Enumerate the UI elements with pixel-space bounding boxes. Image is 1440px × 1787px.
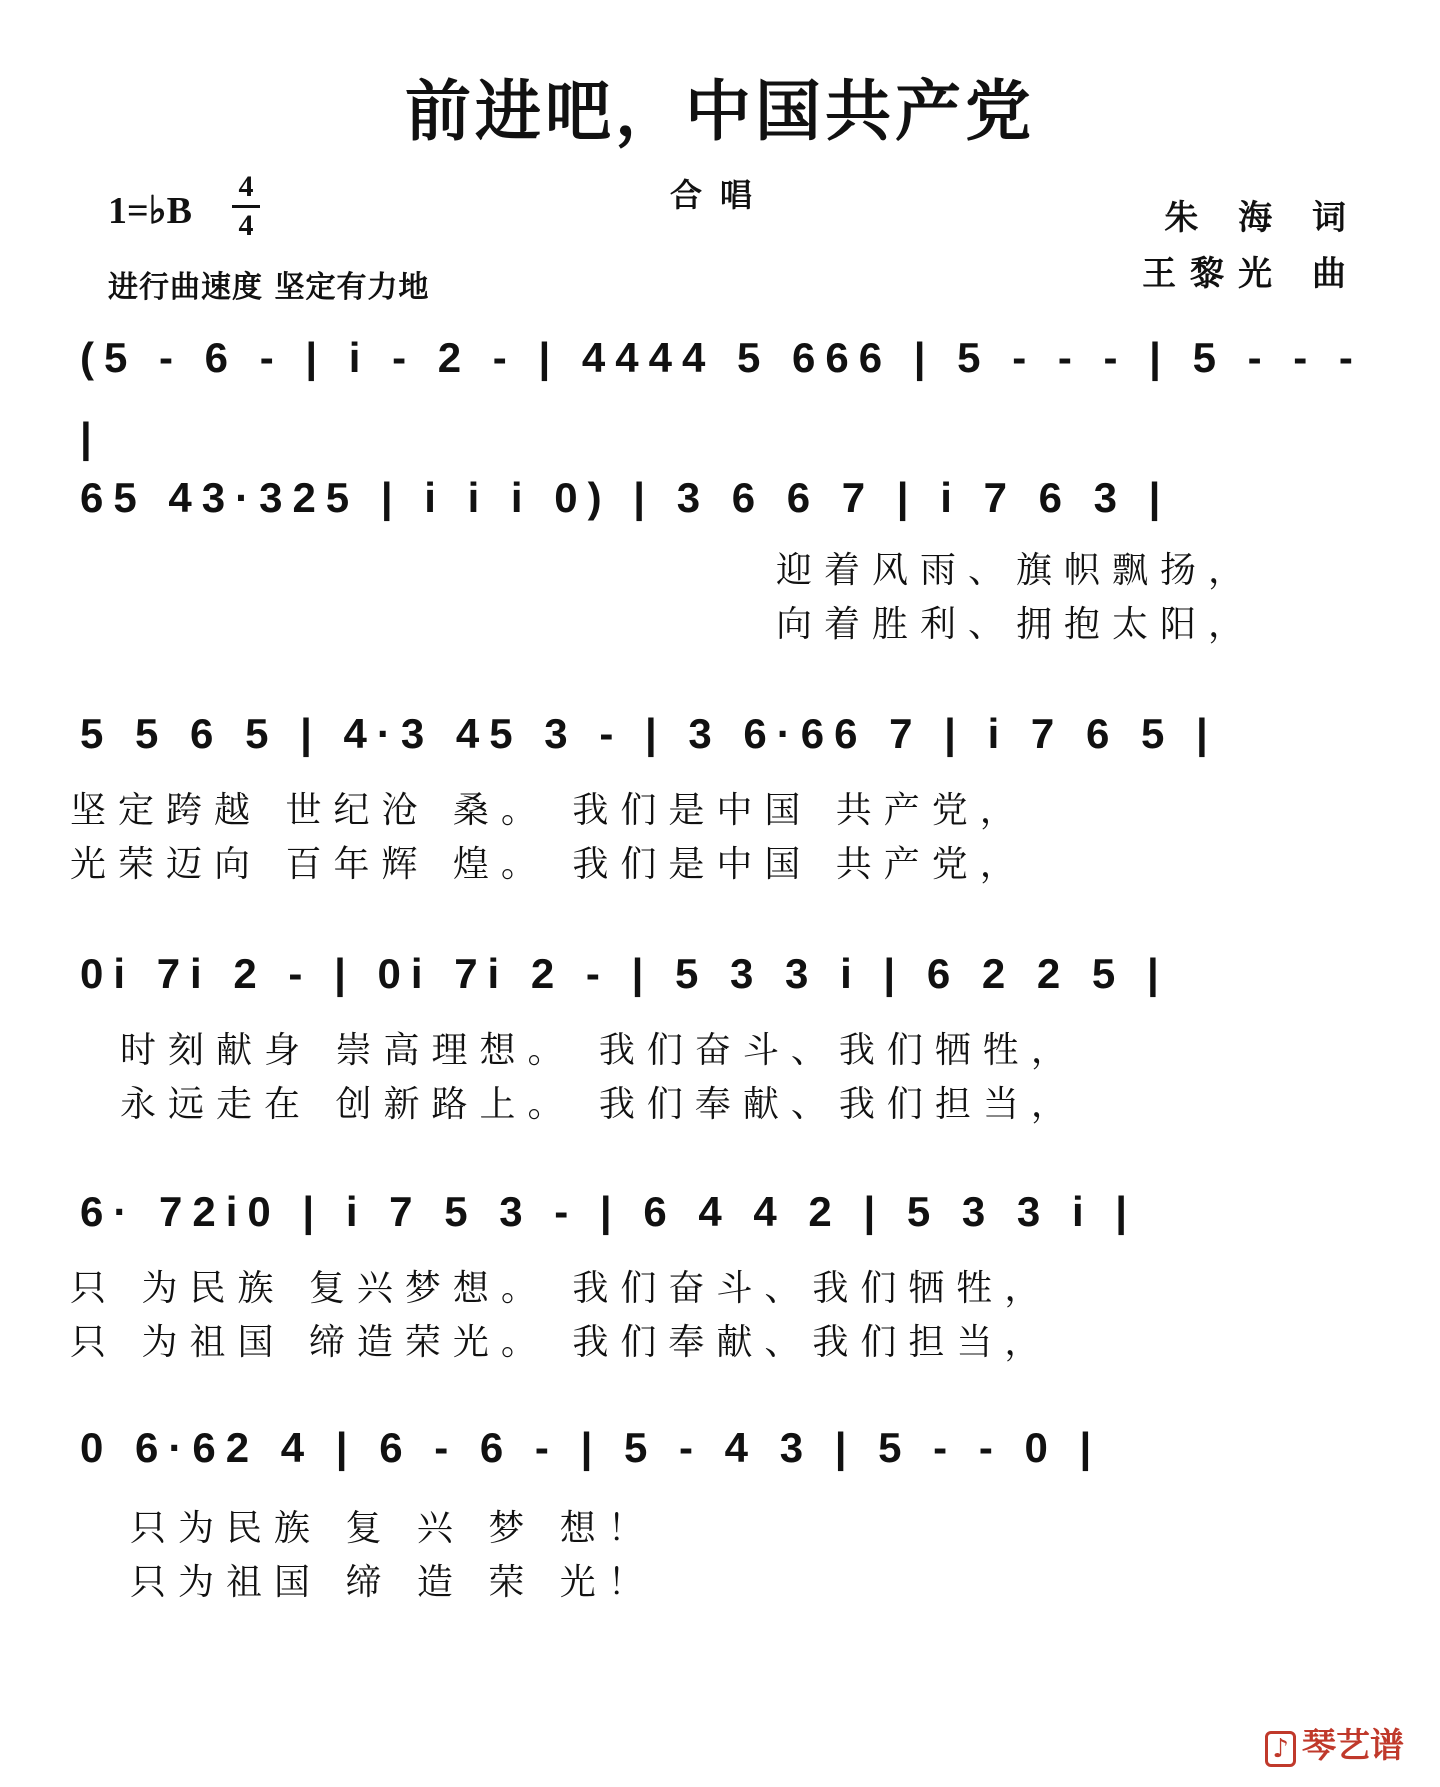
lyrics-verse-2: 永远走在 创新路上。 我们奉献、我们担当， <box>120 1084 1079 1125</box>
notation-line: 6· 72i0 | i 7 5 3 - | 6 4 4 2 | 5 3 3 i | <box>80 1188 1138 1235</box>
notation-line: 5 5 6 5 | 4·3 45 3 - | 3 6·66 7 | i 7 6 5 | <box>80 710 1218 757</box>
song-title: 前进吧，中国共产党 <box>405 72 1035 150</box>
composer-credit: 王黎光 曲 <box>1142 254 1360 294</box>
lyrics-verse-1: 迎着风雨、旗帜飘扬， <box>776 550 1257 591</box>
notation-line: 0 6·62 4 | 6 - 6 - | 5 - 4 3 | 5 - - 0 | <box>80 1424 1102 1471</box>
watermark-logo-icon: ♪ <box>1265 1731 1296 1767</box>
notation-line: 0i 7i 2 - | 0i 7i 2 - | 5 3 3 i | 6 2 2 5 | <box>80 950 1169 997</box>
tempo-marking: 进行曲速度 坚定有力地 <box>108 270 430 305</box>
lyrics-verse-1: 时刻献身 崇高理想。 我们奋斗、我们牺牲， <box>120 1030 1079 1071</box>
time-signature-divider <box>232 205 260 208</box>
lyrics-verse-2: 只为祖国 缔 造 荣 光！ <box>130 1562 656 1603</box>
notation-line: 65 43·325 | i i i 0) | 3 6 6 7 | i 7 6 3 | <box>80 474 1171 521</box>
lyricist-credit: 朱 海 词 <box>1164 198 1360 238</box>
lyrics-verse-1: 坚定跨越 世纪沧 桑。 我们是中国 共产党， <box>70 790 1028 831</box>
site-watermark <box>1265 1718 1404 1767</box>
lyrics-verse-2: 光荣迈向 百年辉 煌。 我们是中国 共产党， <box>70 844 1028 885</box>
time-signature-bottom: 4 <box>238 209 254 242</box>
lyrics-verse-2: 向着胜利、拥抱太阳， <box>776 604 1257 645</box>
watermark-text: 琴艺谱 <box>1302 1726 1404 1766</box>
lyrics-verse-1: 只 为民族 复兴梦想。 我们奋斗、我们牺牲， <box>70 1268 1053 1309</box>
subtitle: 合唱 <box>669 176 770 214</box>
time-signature <box>228 170 264 243</box>
time-signature-top: 4 <box>238 170 254 203</box>
lyrics-verse-1: 只为民族 复 兴 梦 想！ <box>130 1508 656 1549</box>
lyrics-verse-2: 只 为祖国 缔造荣光。 我们奉献、我们担当， <box>70 1322 1053 1363</box>
notation-line: (5 - 6 - | i - 2 - | 4444 5 666 | 5 - - - | 5 - - - | <box>80 334 1363 461</box>
key-signature: 1=♭B <box>108 190 192 232</box>
